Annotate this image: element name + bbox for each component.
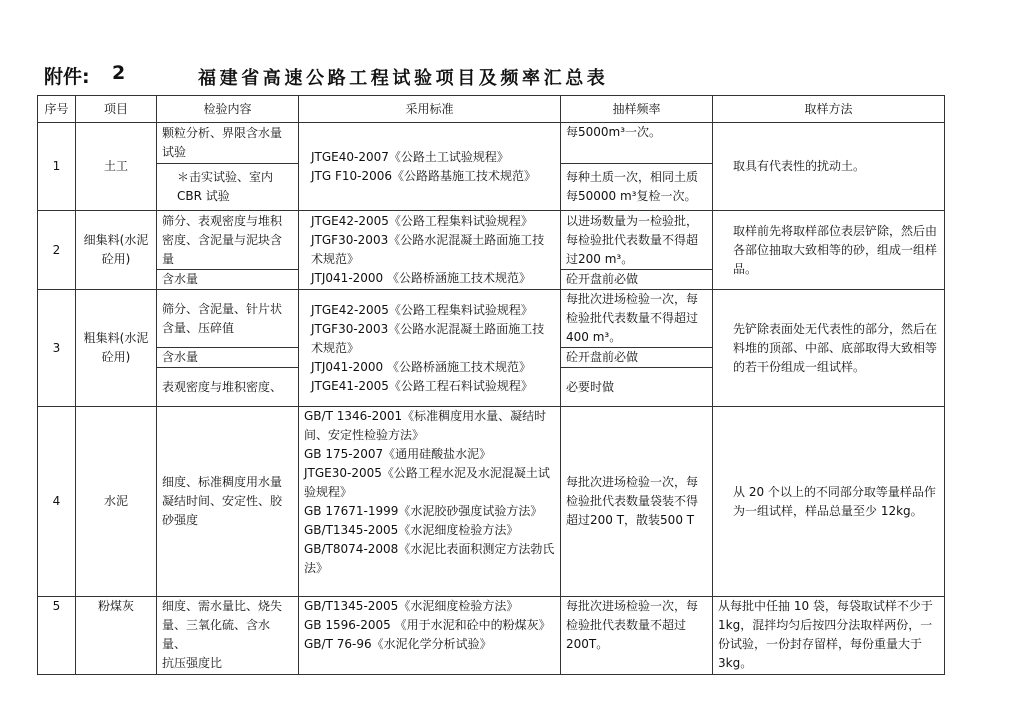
frequency-cell: 砼开盘前必做 — [561, 270, 713, 290]
content-cell: ＊击实试验、室内CBR 试验 — [157, 164, 299, 211]
content-cell: 含水量 — [157, 348, 299, 368]
content-line: 抗压强度比 — [162, 656, 223, 670]
standard-line: GB 175-2007《通用硅酸盐水泥》 — [304, 447, 492, 461]
row-number: 1 — [38, 123, 76, 211]
content-line: 细度、标准稠度用水量 — [162, 475, 283, 489]
item-name: 水泥 — [76, 407, 157, 597]
standard-line: JTGE40-2007《公路土工试验规程》 — [311, 149, 509, 164]
content-cell: 筛分、表观密度与堆积密度、含泥量与泥块含量 — [157, 211, 299, 270]
standard-line: GB 17671-1999《水泥胶砂强度试验方法》 — [304, 504, 543, 518]
item-name: 土工 — [76, 123, 157, 211]
frequency-cell: 必要时做 — [561, 368, 713, 407]
method-cell: 取样前先将取样部位表层铲除，然后由各部位抽取大致相等的砂，组成一组样品。 — [713, 211, 945, 290]
standard-line: GB 1596-2005 《用于水泥和砼中的粉煤灰》 — [304, 618, 551, 632]
row-number: 3 — [38, 290, 76, 407]
content-line: 细度、需水量比、烧失量、三氧化硫、含水量、 — [162, 599, 283, 651]
table-row — [38, 407, 945, 597]
standards-cell — [299, 290, 561, 407]
item-name: 粉煤灰 — [76, 597, 157, 675]
standard-line: JTJ041-2000 《公路桥涵施工技术规范》 — [311, 271, 531, 285]
standard-line: GB/T1345-2005《水泥细度检验方法》 — [304, 523, 519, 537]
standard-line: JTGF30-2003《公路水泥混凝土路面施工技术规范》 — [311, 233, 545, 266]
method-cell: 从每批中任抽 10 袋，每袋取试样不少于 1kg，混拌均匀后按四分法取样两份，一份试验，一份封存留样，每份重量大于3kg。 — [713, 597, 945, 675]
header-cell: 检验内容 — [157, 96, 299, 123]
title-row — [44, 62, 984, 90]
header-cell: 序号 — [38, 96, 76, 123]
standard-line: JTGE42-2005《公路工程集料试验规程》 — [311, 302, 533, 317]
annex-label: 附件: — [44, 66, 90, 88]
document-title: 福建省高速公路工程试验项目及频率汇总表 — [198, 68, 609, 89]
content-cell — [157, 597, 299, 675]
standard-line: JTGE30-2005《公路工程水泥及水泥混凝土试验规程》 — [304, 466, 550, 499]
header-cell: 项目 — [76, 96, 157, 123]
frequency-cell: 每批次进场检验一次，每检验批代表数量袋装不得超过200 T，散装500 T — [561, 407, 713, 597]
content-line: 凝结时间、安定性、胶砂强度 — [162, 494, 283, 527]
frequency-cell: 砼开盘前必做 — [561, 348, 713, 368]
header-cell: 采用标准 — [299, 96, 561, 123]
content-cell: 筛分、含泥量、针片状含量、压碎值 — [157, 290, 299, 348]
row-number: 4 — [38, 407, 76, 597]
frequency-cell: 以进场数量为一检验批，每检验批代表数量不得超过200 m³。 — [561, 211, 713, 270]
method-cell: 从 20 个以上的不同部分取等量样品作为一组试样，样品总量至少 12kg。 — [713, 407, 945, 597]
table-row — [38, 123, 945, 164]
table-row — [38, 211, 945, 270]
method-cell: 先铲除表面处无代表性的部分，然后在料堆的顶部、中部、底部取得大致相等的若干份组成一组试样。 — [713, 290, 945, 407]
frequency-cell: 每批次进场检验一次，每检验批代表数量不得超过400 m³。 — [561, 290, 713, 348]
frequency-cell: 每种土质一次，相同土质每50000 m³复检一次。 — [561, 164, 713, 211]
table-row — [38, 597, 945, 675]
standards-cell — [299, 123, 561, 211]
item-name: 粗集料(水泥砼用) — [76, 290, 157, 407]
row-number: 2 — [38, 211, 76, 290]
content-cell: 含水量 — [157, 270, 299, 290]
frequency-cell: 每批次进场检验一次，每检验批代表数量不超过200T。 — [561, 597, 713, 675]
header-cell: 抽样频率 — [561, 96, 713, 123]
method-cell: 取具有代表性的扰动土。 — [713, 123, 945, 211]
header-row — [38, 96, 945, 123]
standard-line: GB/T 76-96《水泥化学分析试验》 — [304, 637, 492, 651]
standard-line: GB/T8074-2008《水泥比表面积测定方法勃氏法》 — [304, 542, 555, 575]
item-name: 细集料(水泥砼用) — [76, 211, 157, 290]
standards-cell — [299, 211, 561, 290]
content-cell: 颗粒分析、界限含水量试验 — [157, 123, 299, 164]
standards-cell — [299, 597, 561, 675]
standards-cell — [299, 407, 561, 597]
annex-number: 2 — [112, 62, 126, 84]
header-cell: 取样方法 — [713, 96, 945, 123]
frequency-cell: 每5000m³一次。 — [561, 123, 713, 164]
content-cell — [157, 407, 299, 597]
standard-line: GB/T 1346-2001《标准稠度用水量、凝结时间、安定性检验方法》 — [304, 409, 547, 442]
standard-line: JTJ041-2000 《公路桥涵施工技术规范》JTGE41-2005《公路工程石料试验规程》 — [311, 359, 533, 393]
table-row — [38, 290, 945, 348]
standard-line: GB/T1345-2005《水泥细度检验方法》 — [304, 599, 519, 613]
summary-table — [37, 95, 945, 675]
standard-line: JTGF30-2003《公路水泥混凝土路面施工技术规范》 — [311, 321, 545, 355]
standard-line: JTGE42-2005《公路工程集料试验规程》 — [311, 214, 533, 228]
row-number: 5 — [38, 597, 76, 675]
standard-line: JTG F10-2006《公路路基施工技术规范》 — [311, 168, 537, 183]
content-cell: 表观密度与堆积密度、 — [157, 368, 299, 407]
